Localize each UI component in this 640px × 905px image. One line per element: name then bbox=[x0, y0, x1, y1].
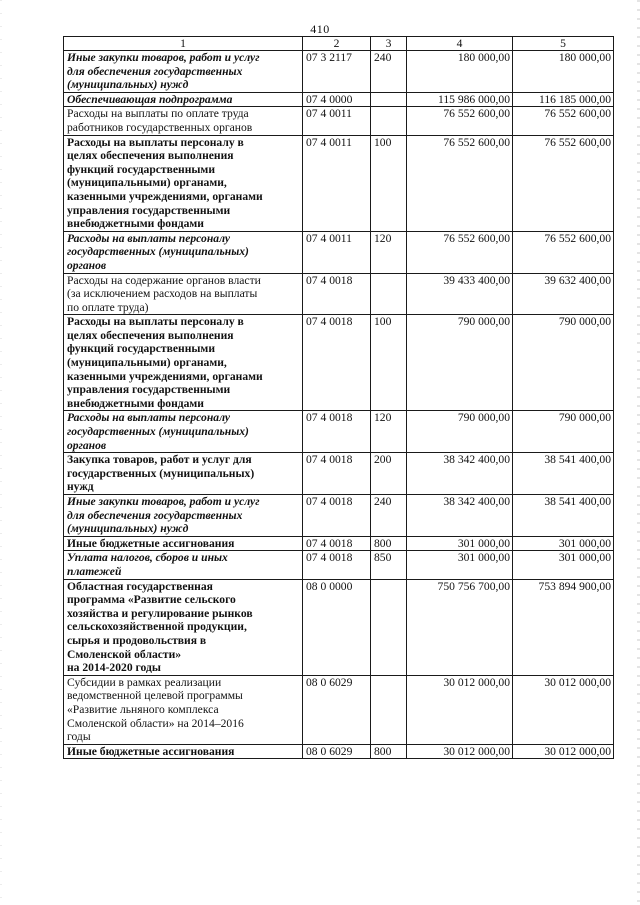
row-sum-year-2: 301 000,00 bbox=[513, 551, 614, 579]
row-expense-type: 100 bbox=[371, 135, 407, 231]
row-name-line: для обеспечения государственных bbox=[67, 508, 243, 522]
row-name-line: Обеспечивающая подпрограмма bbox=[67, 92, 233, 106]
row-name-line: работников государственных органов bbox=[67, 120, 253, 134]
row-name-line: органов bbox=[67, 438, 107, 452]
row-name bbox=[64, 579, 303, 675]
row-name-line: программа «Развитие сельского bbox=[67, 593, 236, 607]
row-sum-year-2: 76 552 600,00 bbox=[513, 231, 614, 273]
row-name-line: Расходы на выплаты персоналу в bbox=[67, 135, 244, 149]
row-expense-type: 240 bbox=[371, 51, 407, 93]
table-row bbox=[64, 551, 614, 579]
row-name-line: Иные бюджетные ассигнования bbox=[67, 536, 235, 550]
table-row bbox=[64, 135, 614, 231]
row-code: 07 3 2117 bbox=[303, 51, 371, 93]
row-sum-year-1: 76 552 600,00 bbox=[407, 231, 513, 273]
row-code: 08 0 6029 bbox=[303, 744, 371, 759]
table-row bbox=[64, 92, 614, 107]
row-name-line: функций государственными bbox=[67, 162, 216, 176]
row-expense-type: 800 bbox=[371, 744, 407, 759]
row-code: 07 4 0018 bbox=[303, 315, 371, 411]
row-sum-year-1: 180 000,00 bbox=[407, 51, 513, 93]
row-name bbox=[64, 411, 303, 453]
row-sum-year-2: 753 894 900,00 bbox=[513, 579, 614, 675]
row-name-line: нужд bbox=[67, 480, 94, 494]
table-row bbox=[64, 231, 614, 273]
row-expense-type: 800 bbox=[371, 536, 407, 551]
row-expense-type bbox=[371, 675, 407, 744]
row-name-line: Смоленской области» bbox=[67, 647, 182, 661]
row-sum-year-1: 301 000,00 bbox=[407, 551, 513, 579]
row-sum-year-2: 38 541 400,00 bbox=[513, 453, 614, 495]
row-name-line: Закупка товаров, работ и услуг для bbox=[67, 453, 252, 467]
row-code: 07 4 0018 bbox=[303, 536, 371, 551]
row-sum-year-2: 301 000,00 bbox=[513, 536, 614, 551]
row-sum-year-2: 76 552 600,00 bbox=[513, 107, 614, 135]
row-name bbox=[64, 107, 303, 135]
row-name-line: (за исключением расходов на выплаты bbox=[67, 287, 258, 301]
row-name-line: казенными учреждениями, органами bbox=[67, 369, 263, 383]
row-name bbox=[64, 315, 303, 411]
row-code: 07 4 0018 bbox=[303, 495, 371, 537]
row-sum-year-1: 115 986 000,00 bbox=[407, 92, 513, 107]
row-sum-year-1: 790 000,00 bbox=[407, 315, 513, 411]
row-name-line: (муниципальных) нужд bbox=[67, 522, 189, 536]
row-name-line: функций государственными bbox=[67, 342, 216, 356]
header-col-5: 5 bbox=[513, 37, 614, 51]
row-name-line: Иные закупки товаров, работ и услуг bbox=[67, 51, 260, 64]
row-expense-type: 850 bbox=[371, 551, 407, 579]
table-row bbox=[64, 675, 614, 744]
row-sum-year-2: 180 000,00 bbox=[513, 51, 614, 93]
scan-edge-left bbox=[0, 0, 2, 905]
row-name-line: (муниципальными) органами, bbox=[67, 176, 227, 190]
header-row bbox=[64, 37, 614, 51]
row-sum-year-2: 76 552 600,00 bbox=[513, 135, 614, 231]
page-number: 410 bbox=[310, 22, 330, 36]
row-name-line: платежей bbox=[67, 564, 122, 578]
row-sum-year-2: 38 541 400,00 bbox=[513, 495, 614, 537]
row-name bbox=[64, 231, 303, 273]
table-row bbox=[64, 579, 614, 675]
row-expense-type bbox=[371, 579, 407, 675]
row-name-line: Субсидии в рамках реализации bbox=[67, 675, 222, 689]
row-name-line: (муниципальными) органами, bbox=[67, 356, 227, 370]
header-col-2: 2 bbox=[303, 37, 371, 51]
row-sum-year-1: 38 342 400,00 bbox=[407, 495, 513, 537]
row-expense-type: 100 bbox=[371, 315, 407, 411]
row-sum-year-2: 790 000,00 bbox=[513, 411, 614, 453]
row-sum-year-1: 76 552 600,00 bbox=[407, 135, 513, 231]
row-code: 07 4 0000 bbox=[303, 92, 371, 107]
row-name-line: целях обеспечения выполнения bbox=[67, 328, 234, 342]
row-name-line: органов bbox=[67, 258, 107, 272]
row-name-line: Иные бюджетные ассигнования bbox=[67, 744, 235, 758]
row-code: 07 4 0018 bbox=[303, 411, 371, 453]
row-name-line: на 2014-2020 годы bbox=[67, 661, 161, 675]
row-name bbox=[64, 135, 303, 231]
table-row bbox=[64, 51, 614, 93]
table-row bbox=[64, 744, 614, 759]
row-name bbox=[64, 551, 303, 579]
row-name-line: государственных (муниципальных) bbox=[67, 245, 249, 259]
row-sum-year-1: 30 012 000,00 bbox=[407, 744, 513, 759]
row-name-line: Расходы на выплаты по оплате труда bbox=[67, 107, 249, 121]
row-sum-year-1: 39 433 400,00 bbox=[407, 273, 513, 315]
row-code: 07 4 0011 bbox=[303, 107, 371, 135]
row-sum-year-1: 301 000,00 bbox=[407, 536, 513, 551]
row-sum-year-1: 30 012 000,00 bbox=[407, 675, 513, 744]
row-name-line: Расходы на выплаты персоналу в bbox=[67, 315, 244, 329]
row-name bbox=[64, 92, 303, 107]
row-expense-type: 120 bbox=[371, 231, 407, 273]
row-sum-year-2: 39 632 400,00 bbox=[513, 273, 614, 315]
row-name-line: годы bbox=[67, 730, 91, 744]
header-col-3: 3 bbox=[371, 37, 407, 51]
row-name bbox=[64, 495, 303, 537]
row-name-line: Областная государственная bbox=[67, 579, 213, 593]
table-row bbox=[64, 453, 614, 495]
row-code: 07 4 0011 bbox=[303, 135, 371, 231]
row-expense-type: 120 bbox=[371, 411, 407, 453]
row-sum-year-1: 76 552 600,00 bbox=[407, 107, 513, 135]
row-name-line: сельскохозяйственной продукции, bbox=[67, 620, 247, 634]
row-code: 08 0 6029 bbox=[303, 675, 371, 744]
row-code: 07 4 0018 bbox=[303, 551, 371, 579]
row-sum-year-2: 116 185 000,00 bbox=[513, 92, 614, 107]
row-sum-year-1: 38 342 400,00 bbox=[407, 453, 513, 495]
row-name-line: (муниципальных) нужд bbox=[67, 78, 189, 92]
row-name-line: Расходы на содержание органов власти bbox=[67, 273, 261, 287]
row-name-line: Смоленской области» на 2014–2016 bbox=[67, 716, 244, 730]
row-expense-type bbox=[371, 92, 407, 107]
table-row bbox=[64, 273, 614, 315]
row-name-line: Уплата налогов, сборов и иных bbox=[67, 551, 228, 565]
row-name-line: казенными учреждениями, органами bbox=[67, 189, 263, 203]
row-name-line: хозяйства и регулирование рынков bbox=[67, 606, 253, 620]
row-name-line: внебюджетными фондами bbox=[67, 217, 204, 231]
row-code: 07 4 0011 bbox=[303, 231, 371, 273]
header-col-1: 1 bbox=[64, 37, 303, 51]
row-name-line: ведомственной целевой программы bbox=[67, 689, 243, 703]
row-name-line: по оплате труда) bbox=[67, 300, 149, 314]
table-row bbox=[64, 315, 614, 411]
row-name-line: сырья и продовольствия в bbox=[67, 633, 207, 647]
row-name-line: внебюджетными фондами bbox=[67, 396, 204, 410]
table-row bbox=[64, 411, 614, 453]
row-name bbox=[64, 51, 303, 93]
row-name-line: управления государственными bbox=[67, 203, 231, 217]
row-name-line: государственных (муниципальных) bbox=[67, 425, 249, 439]
row-expense-type: 200 bbox=[371, 453, 407, 495]
row-name bbox=[64, 675, 303, 744]
table-body bbox=[64, 51, 614, 759]
table-row bbox=[64, 107, 614, 135]
row-sum-year-1: 750 756 700,00 bbox=[407, 579, 513, 675]
row-name bbox=[64, 453, 303, 495]
row-name-line: Иные закупки товаров, работ и услуг bbox=[67, 495, 260, 508]
row-expense-type: 240 bbox=[371, 495, 407, 537]
row-expense-type bbox=[371, 273, 407, 315]
row-sum-year-2: 30 012 000,00 bbox=[513, 744, 614, 759]
budget-table bbox=[63, 36, 614, 759]
header-col-4: 4 bbox=[407, 37, 513, 51]
row-name-line: Расходы на выплаты персоналу bbox=[67, 411, 231, 425]
row-name bbox=[64, 273, 303, 315]
row-name-line: Расходы на выплаты персоналу bbox=[67, 231, 231, 245]
row-sum-year-2: 30 012 000,00 bbox=[513, 675, 614, 744]
row-sum-year-1: 790 000,00 bbox=[407, 411, 513, 453]
row-code: 08 0 0000 bbox=[303, 579, 371, 675]
row-name-line: для обеспечения государственных bbox=[67, 64, 243, 78]
row-name bbox=[64, 536, 303, 551]
row-sum-year-2: 790 000,00 bbox=[513, 315, 614, 411]
row-name-line: целях обеспечения выполнения bbox=[67, 149, 234, 163]
row-expense-type bbox=[371, 107, 407, 135]
row-name-line: управления государственными bbox=[67, 383, 231, 397]
row-name-line: «Развитие льняного комплекса bbox=[67, 702, 219, 716]
row-name-line: государственных (муниципальных) bbox=[67, 466, 255, 480]
row-code: 07 4 0018 bbox=[303, 453, 371, 495]
table-row bbox=[64, 536, 614, 551]
row-name bbox=[64, 744, 303, 759]
table-row bbox=[64, 495, 614, 537]
row-code: 07 4 0018 bbox=[303, 273, 371, 315]
